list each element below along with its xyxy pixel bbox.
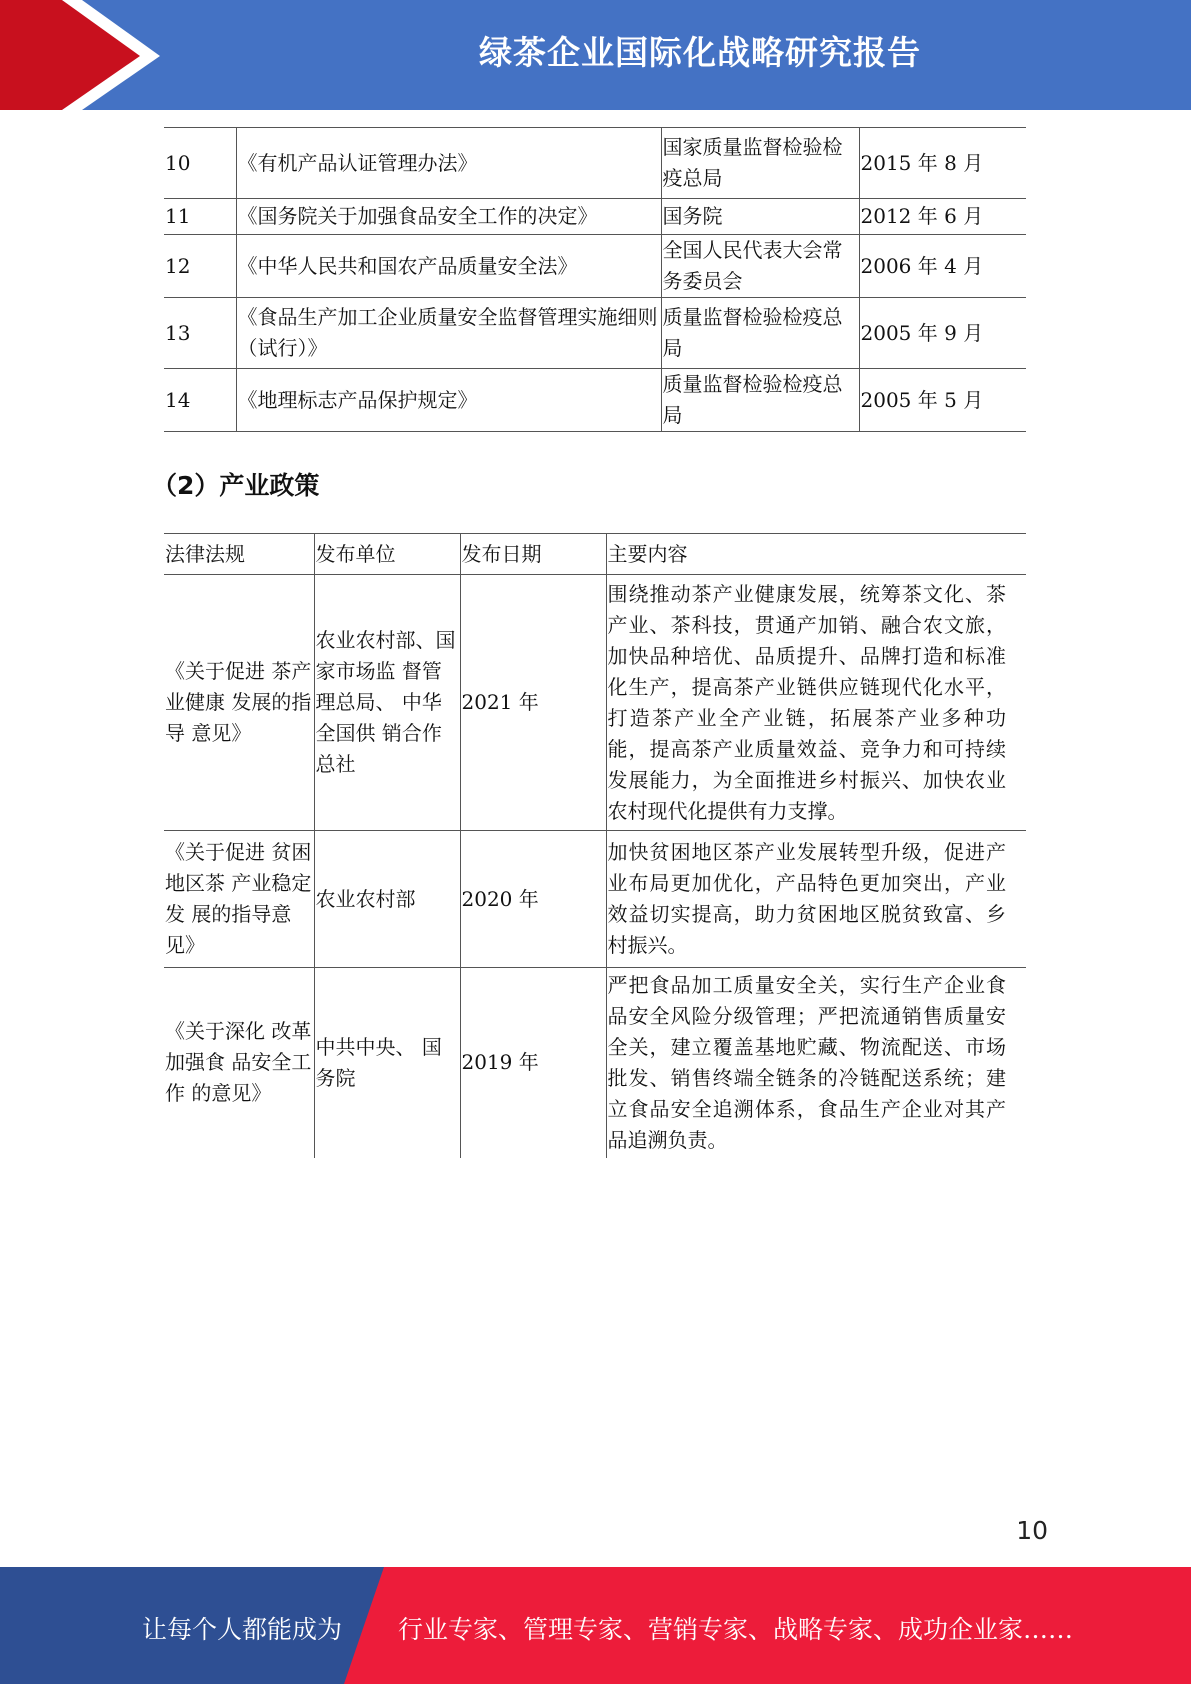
- law-name: 《中华人民共和国农产品质量安全法》: [236, 235, 661, 298]
- table-row: [164, 369, 1026, 432]
- issuer: 国家质量监督检验检疫总局: [661, 128, 859, 199]
- policy-content: 严把食品加工质量安全关，实行生产企业食品安全风险分级管理；严把流通销售质量安全关，建立覆盖基地贮藏、物流配送、市场批发、销售终端全链条的冷链配送系统；建立食品安全追溯体系，食品生产企业对其产品追溯负责。: [606, 968, 1026, 1158]
- row-number: 12: [164, 235, 236, 298]
- policy-content: 加快贫困地区茶产业发展转型升级，促进产业布局更加优化，产品特色更加突出，产业效益切实提高，助力贫困地区脱贫致富、乡村振兴。: [606, 831, 1026, 968]
- table-row: [164, 831, 1026, 968]
- column-header: 法律法规: [164, 534, 314, 575]
- table-row: [164, 968, 1026, 1158]
- policy-date: 2019 年: [460, 968, 606, 1158]
- table-row: [164, 235, 1026, 298]
- table-row: [164, 199, 1026, 235]
- laws-table: [164, 127, 1026, 432]
- footer-slogan-right: 行业专家、管理专家、营销专家、战略专家、成功企业家……: [398, 1615, 1074, 1644]
- law-name: 《有机产品认证管理办法》: [236, 128, 661, 199]
- column-header: 主要内容: [606, 534, 1026, 575]
- policy-date: 2021 年: [460, 575, 606, 831]
- table-row: [164, 298, 1026, 369]
- row-number: 13: [164, 298, 236, 369]
- policy-content: 围绕推动茶产业健康发展，统筹茶文化、茶产业、茶科技，贯通产加销、融合农文旅，加快品种培优、品质提升、品牌打造和标准化生产，提高茶产业链供应链现代化水平，打造茶产业全产业链，拓展茶产业多种功能，提高茶产业质量效益、竞争力和可持续发展能力，为全面推进乡村振兴、加快农业农村现代化提供有力支撑。: [606, 575, 1026, 831]
- issue-date: 2012 年 6 月: [859, 199, 1026, 235]
- page-number: 10: [1016, 1516, 1048, 1545]
- section-heading: （2）产业政策: [152, 471, 320, 500]
- law-name: 《国务院关于加强食品安全工作的决定》: [236, 199, 661, 235]
- policy-name: 《关于促进 贫困地区茶 产业稳定发 展的指导意 见》: [164, 831, 314, 968]
- issue-date: 2015 年 8 月: [859, 128, 1026, 199]
- row-number: 11: [164, 199, 236, 235]
- row-number: 14: [164, 369, 236, 432]
- column-header: 发布日期: [460, 534, 606, 575]
- row-number: 10: [164, 128, 236, 199]
- policy-issuer: 农业农村部、国家市场监 督管理总局、 中华全国供 销合作总社: [314, 575, 460, 831]
- policy-issuer: 中共中央、 国务院: [314, 968, 460, 1158]
- policy-table: [164, 533, 1026, 1158]
- issue-date: 2006 年 4 月: [859, 235, 1026, 298]
- law-name: 《地理标志产品保护规定》: [236, 369, 661, 432]
- issuer: 质量监督检验检疫总局: [661, 298, 859, 369]
- issuer: 全国人民代表大会常务委员会: [661, 235, 859, 298]
- issuer: 国务院: [661, 199, 859, 235]
- policy-date: 2020 年: [460, 831, 606, 968]
- policy-issuer: 农业农村部: [314, 831, 460, 968]
- table-row: [164, 575, 1026, 831]
- page-header: [0, 0, 1191, 110]
- issuer: 质量监督检验检疫总局: [661, 369, 859, 432]
- issue-date: 2005 年 9 月: [859, 298, 1026, 369]
- issue-date: 2005 年 5 月: [859, 369, 1026, 432]
- law-name: 《食品生产加工企业质量安全监督管理实施细则（试行）》: [236, 298, 661, 369]
- page-footer: [0, 1567, 1191, 1684]
- document-title: 绿茶企业国际化战略研究报告: [479, 33, 921, 72]
- policy-name: 《关于深化 改革加强食 品安全工作 的意见》: [165, 1019, 312, 1106]
- column-header: 发布单位: [314, 534, 460, 575]
- footer-slogan-left: 让每个人都能成为: [142, 1615, 343, 1644]
- table-header-row: [164, 534, 1026, 575]
- policy-name: 《关于促进 茶产业健康 发展的指导 意见》: [164, 575, 314, 831]
- table-row: [164, 128, 1026, 199]
